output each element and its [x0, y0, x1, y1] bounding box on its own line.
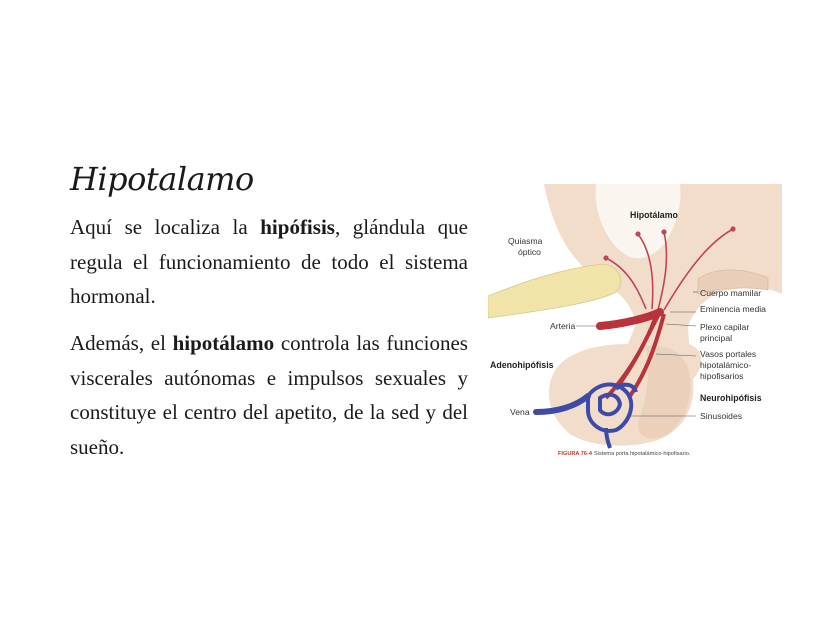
figure-caption-text: Sistema porta hipotalámico-hipofisario. — [594, 451, 691, 457]
label-plexo-2: principal — [700, 333, 733, 343]
label-cuerpo-mamilar: Cuerpo mamilar — [700, 288, 762, 298]
bold-term-hipotalamo: hipotálamo — [172, 331, 275, 355]
label-plexo-1: Plexo capilar — [700, 322, 750, 332]
label-vasos-2: hipotalámico- — [700, 360, 752, 370]
label-quiasma-2: óptico — [518, 247, 541, 257]
label-sinusoides: Sinusoides — [700, 411, 743, 421]
label-eminencia-media: Eminencia media — [700, 304, 766, 314]
paragraph-hipofisis — [70, 210, 468, 314]
label-neurohipofisis: Neurohipófisis — [700, 393, 762, 403]
label-hipotalamo: Hipotálamo — [630, 210, 678, 220]
label-arteria: Arteria — [550, 321, 576, 331]
label-vasos-3: hipofisarios — [700, 371, 744, 381]
paragraph-hipotalamo — [70, 326, 468, 464]
paragraph-text: Además, el — [70, 331, 173, 355]
label-vena: Vena — [510, 407, 530, 417]
label-quiasma-1: Quiasma — [508, 236, 543, 246]
bold-term-hipofisis: hipófisis — [260, 215, 335, 239]
label-adenohipofisis: Adenohipófisis — [490, 360, 554, 370]
optic-chiasm — [488, 264, 621, 318]
paragraph-text: controla las funciones viscerales autónomas e impulsos sexuales y constituye el centro del apetito, de la sed y del sueño. — [70, 331, 468, 459]
figure-caption-number: FIGURA 76-4 — [558, 451, 592, 457]
hypothalamic-pituitary-figure — [488, 184, 786, 470]
paragraph-text: Aquí se localiza la — [70, 215, 261, 239]
paragraph-text: , glándula que regula el funcionamiento de todo el sistema hormonal. — [70, 215, 468, 308]
label-vasos-1: Vasos portales — [700, 349, 757, 359]
page-title: Hipotalamo — [70, 160, 254, 198]
